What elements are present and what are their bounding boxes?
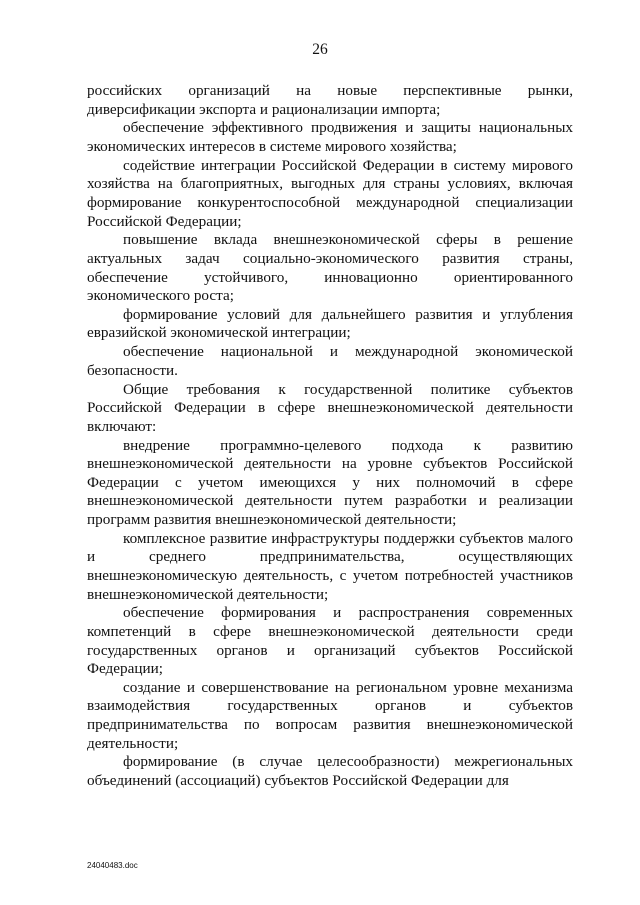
paragraph: содействие интеграции Российской Федерации в систему мирового хозяйства на благоприятных, выгодных для страны условиях, включая формирование конкурентоспособной международной специализации Российской Федерации; <box>87 156 573 230</box>
paragraph: повышение вклада внешнеэкономической сферы в решение актуальных задач социально-экономического развития страны, обеспечение устойчивого, инновационно ориентированного экономического роста; <box>87 231 573 305</box>
paragraph: обеспечение национальной и международной экономической безопасности. <box>87 343 573 379</box>
paragraph: комплексное развитие инфраструктуры поддержки субъектов малого и среднего предпринимательства, осуществляющих внешнеэкономическую деятельность, с учетом потребностей участников внешнеэкономической деятельности; <box>87 529 573 603</box>
page-number: 26 <box>312 41 328 58</box>
paragraph-continuation: российских организаций на новые перспективные рынки, диверсификации экспорта и рационализации импорта; <box>87 82 573 118</box>
paragraph: создание и совершенствование на региональном уровне механизма взаимодействия государственных органов и субъектов предпринимательства по вопросам развития внешнеэкономической деятельности; <box>87 678 573 752</box>
paragraph: Общие требования к государственной политике субъектов Российской Федерации в сфере внешнеэкономической деятельности включают: <box>87 380 573 435</box>
paragraph: формирование (в случае целесообразности) межрегиональных объединений (ассоциаций) субъектов Российской Федерации для <box>87 753 573 790</box>
paragraph: обеспечение эффективного продвижения и защиты национальных экономических интересов в системе мирового хозяйства; <box>87 119 573 155</box>
paragraph: формирование условий для дальнейшего развития и углубления евразийской экономической интеграции; <box>87 305 573 342</box>
paragraph: обеспечение формирования и распространения современных компетенций в сфере внешнеэкономической деятельности среди государственных органов и организаций субъектов Российской Федерации; <box>87 604 573 678</box>
document-body <box>87 82 573 791</box>
paragraph: внедрение программно-целевого подхода к развитию внешнеэкономической деятельности на уровне субъектов Российской Федерации с учетом имеющихся у них полномочий в сфере внешнеэкономической деятельности путем разработки и реализации программ развития внешнеэкономической деятельности; <box>87 436 573 528</box>
document-file-reference: 24040483.doc <box>87 861 138 870</box>
